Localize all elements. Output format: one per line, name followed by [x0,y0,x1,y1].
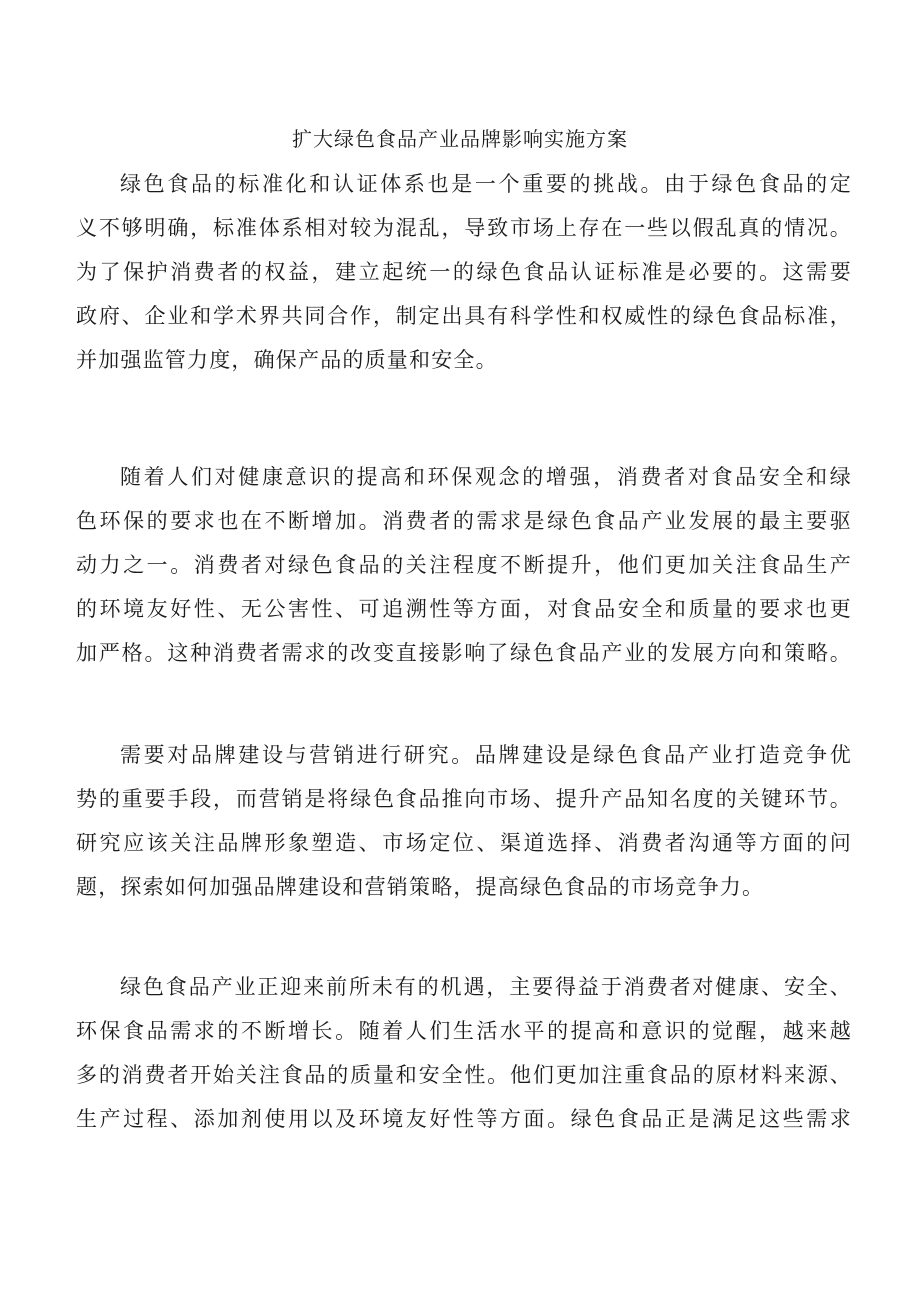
paragraph-line: 势的重要手段，而营销是将绿色食品推向市场、提升产品知名度的关键环节。 [76,787,852,811]
paragraph-line: 的环境友好性、无公害性、可追溯性等方面，对食品安全和质量的要求也更 [76,597,852,621]
paragraph-line: 加严格。这种消费者需求的改变直接影响了绿色食品产业的发展方向和策略。 [76,641,852,665]
document-title: 扩大绿色食品产业品牌影响实施方案 [292,127,628,151]
paragraph-line: 色环保的要求也在不断增加。消费者的需求是绿色食品产业发展的最主要驱 [76,509,852,533]
paragraph-line: 环保食品需求的不断增长。随着人们生活水平的提高和意识的觉醒，越来越 [76,1019,852,1043]
paragraph-line: 绿色食品产业正迎来前所未有的机遇，主要得益于消费者对健康、安全、 [120,975,852,999]
paragraph-line: 生产过程、添加剂使用以及环境友好性等方面。绿色食品正是满足这些需求 [76,1107,852,1131]
paragraph-line: 动力之一。消费者对绿色食品的关注程度不断提升，他们更加关注食品生产 [76,553,852,577]
paragraph-consumer-demand [76,455,852,675]
paragraph-line: 政府、企业和学术界共同合作，制定出具有科学性和权威性的绿色食品标准， [76,304,852,328]
paragraph-line: 绿色食品的标准化和认证体系也是一个重要的挑战。由于绿色食品的定 [120,172,852,196]
paragraph-branding [76,733,852,909]
paragraph-line: 随着人们对健康意识的提高和环保观念的增强，消费者对食品安全和绿 [120,465,852,489]
paragraph-opportunities [76,965,852,1141]
paragraph-line: 研究应该关注品牌形象塑造、市场定位、渠道选择、消费者沟通等方面的问 [76,831,852,855]
paragraph-standards [76,162,852,382]
paragraph-line: 义不够明确，标准体系相对较为混乱，导致市场上存在一些以假乱真的情况。 [76,216,852,240]
paragraph-line: 并加强监管力度，确保产品的质量和安全。 [76,348,498,372]
paragraph-line: 题，探索如何加强品牌建设和营销策略，提高绿色食品的市场竞争力。 [76,875,765,899]
paragraph-line: 需要对品牌建设与营销进行研究。品牌建设是绿色食品产业打造竞争优 [120,743,852,767]
paragraph-line: 为了保护消费者的权益，建立起统一的绿色食品认证标准是必要的。这需要 [76,260,852,284]
paragraph-line: 多的消费者开始关注食品的质量和安全性。他们更加注重食品的原材料来源、 [76,1063,852,1087]
